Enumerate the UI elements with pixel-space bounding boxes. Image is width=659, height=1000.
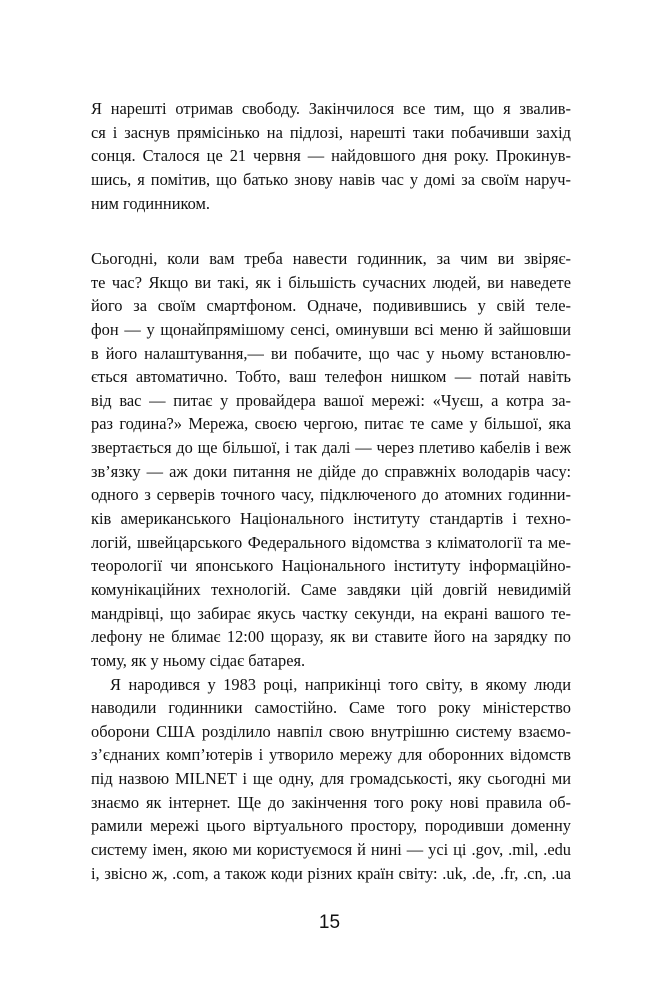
text-line: з’єднаних комп’ютерів і утворило мережу для оборонних відомств xyxy=(91,745,571,765)
text-line: систему імен, якою ми користуємося й нині — усі ці .gov, .mil, .edu xyxy=(91,840,571,860)
text-line: шись, я помітив, що батько знову навів час у домі за своїм наруч- xyxy=(91,169,571,189)
text-line: рамили мережі цього віртуального простору, породивши доменну xyxy=(91,816,571,836)
text-line: комунікаційних технологій. Саме завдяки цій довгій невидимій xyxy=(91,579,571,599)
text-line: тому, як у ньому сідає батарея. xyxy=(91,650,306,670)
paragraph-1 xyxy=(91,97,571,215)
text-line: Я нарешті отримав свободу. Закінчилося все тим, що я звалив- xyxy=(91,99,571,118)
text-line: ся і заснув прямісінько на підлозі, нарешті таки побачивши захід xyxy=(91,122,571,142)
text-line: ється автоматично. Тобто, ваш телефон нишком — потай навіть xyxy=(91,367,571,387)
text-line: мандрівці, що забирає якусь частку секунди, на екрані вашого те- xyxy=(91,603,571,623)
text-line: під назвою MILNET і ще одну, для громадськості, яку сьогодні ми xyxy=(91,769,571,789)
text-line: наводили годинники самостійно. Саме того року міністерство xyxy=(91,698,571,718)
paragraph-3 xyxy=(91,673,571,886)
text-line: і, звісно ж, .com, а також коди різних країн світу: .uk, .de, .fr, .cn, .ua xyxy=(91,863,571,883)
text-line: лефону не блимає 12:00 щоразу, як ви ставите його на зарядку по xyxy=(91,627,571,647)
text-line: Сьогодні, коли вам треба навести годинник, за чим ви звіряє- xyxy=(91,249,571,268)
text-line: логій, швейцарського Федерального відомства з кліматології та ме- xyxy=(91,532,571,552)
text-line: ним годинником. xyxy=(91,193,210,213)
text-line: теорології чи японського Національного інституту інформаційно- xyxy=(91,556,571,576)
text-line: сонця. Сталося це 21 червня — найдовшого дня року. Прокинув- xyxy=(91,146,571,166)
text-line: його за своїм смартфоном. Одначе, подивившись у свій теле- xyxy=(91,296,571,316)
paragraph-group-2 xyxy=(91,247,571,885)
text-line: звертається до ще більшої, і так далі — через плетиво кабелів і веж xyxy=(91,438,571,458)
text-line: фон — у щонайпрямішому сенсі, оминувши всі меню й зайшовши xyxy=(91,319,571,339)
text-line: від вас — питає у провайдера вашої мережі: «Чуєш, а котра за- xyxy=(91,390,571,410)
text-line: в його налаштування,— ви побачите, що час у ньому встановлю- xyxy=(91,343,571,363)
text-line: раз година?» Мережа, своєю чергою, питає те саме у більшої, яка xyxy=(91,414,571,434)
text-line: оборони США розділило навпіл свою внутрішню систему взаємо- xyxy=(91,721,571,741)
text-line: те час? Якщо ви такі, як і більшість сучасних людей, ви наведете xyxy=(91,272,571,292)
text-line: знаємо як інтернет. Ще до закінчення того року нові правила об- xyxy=(91,792,571,812)
text-line: ків американського Національного інституту стандартів і техно- xyxy=(91,509,571,529)
paragraph-2 xyxy=(91,247,571,673)
text-line: Я народився у 1983 році, наприкінці того світу, в якому люди xyxy=(110,674,571,694)
text-line: зв’язку — аж доки питання не дійде до справжніх володарів часу: xyxy=(91,461,571,481)
page-number: 15 xyxy=(318,912,341,933)
text-line: одного з серверів точного часу, підключеного до атомних годинни- xyxy=(91,485,571,505)
